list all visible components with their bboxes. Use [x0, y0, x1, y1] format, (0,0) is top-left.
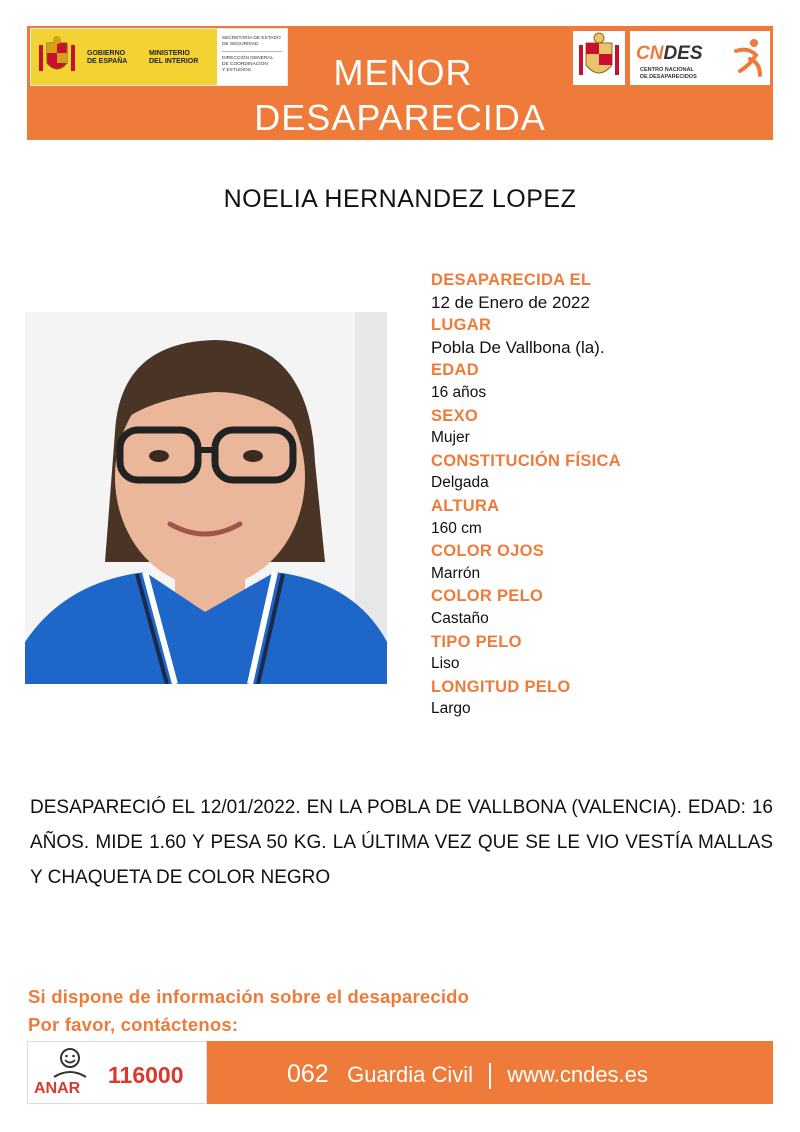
- ministry-text-2: DEL INTERIOR: [149, 58, 199, 65]
- detail-value-age: 16 años: [431, 383, 487, 401]
- cndes-logo-name: [636, 43, 703, 65]
- detail-label-eye-color: COLOR OJOS: [431, 542, 545, 561]
- detail-value-hair-type: Liso: [431, 655, 460, 673]
- detail-label-height: ALTURA: [431, 496, 500, 515]
- dir-text-2: DE COORDINACIÓN: [222, 62, 268, 67]
- detail-value-hair-color: Castaño: [431, 609, 489, 627]
- detail-label-hair-type: TIPO PELO: [431, 632, 522, 651]
- anar-name: ANAR: [34, 1080, 81, 1097]
- website-link[interactable]: www.cndes.es: [507, 1062, 648, 1087]
- detail-value-height: 160 cm: [431, 519, 482, 537]
- poster-title-line1: MENOR: [333, 52, 473, 93]
- coat-of-arms-icon: [573, 31, 625, 85]
- detail-label-missing-date: DESAPARECIDA EL: [431, 271, 592, 289]
- detail-label-sex: SEXO: [431, 406, 479, 425]
- sec-text-2: DE SEGURIDAD: [222, 42, 259, 47]
- ministry-crest-logo: [573, 31, 625, 85]
- contact-line-2: Por favor, contáctenos:: [28, 1014, 239, 1035]
- dir-text-1: DIRECCIÓN GENERAL: [222, 56, 274, 61]
- running-figure-icon: [730, 37, 766, 79]
- gov-text-2: DE ESPAÑA: [87, 58, 128, 65]
- gov-text-1: GOBIERNO: [87, 50, 126, 57]
- agency-name: Guardia Civil: [347, 1062, 474, 1087]
- cndes-prefix: CN: [636, 43, 664, 64]
- contact-line-1: Si dispone de información sobre el desaparecido: [28, 986, 470, 1007]
- detail-value-sex: Mujer: [431, 429, 470, 447]
- government-logo-yellow-panel: [31, 29, 217, 85]
- ministry-text-1: MINISTERIO: [149, 50, 190, 57]
- gov-divider: [222, 51, 282, 52]
- anar-phone: 116000: [108, 1062, 184, 1088]
- detail-value-place: Pobla De Vallbona (la).: [431, 337, 605, 357]
- smiley-face-icon: [50, 1047, 90, 1083]
- footer-contact: [287, 1060, 648, 1089]
- sec-text-1: SECRETARÍA DE ESTADO: [222, 36, 281, 41]
- anar-logo: [27, 1041, 207, 1104]
- dir-text-3: Y ESTUDIOS: [222, 68, 251, 73]
- cndes-suffix: DES: [663, 43, 703, 64]
- poster-title-line2: DESAPARECIDA: [254, 97, 546, 138]
- details-panel: [431, 269, 761, 721]
- detail-value-eye-color: Marrón: [431, 564, 481, 582]
- cndes-sub-1: CENTRO NACIONAL: [640, 67, 694, 73]
- cndes-sub-2: DE DESAPARECIDOS: [640, 74, 697, 80]
- detail-label-place: LUGAR: [431, 316, 492, 335]
- detail-value-hair-length: Largo: [431, 700, 471, 718]
- detail-value-missing-date: 12 de Enero de 2022: [431, 292, 590, 312]
- emergency-phone[interactable]: 062: [287, 1060, 329, 1088]
- footer-gap: [335, 1062, 341, 1087]
- detail-label-age: EDAD: [431, 361, 479, 380]
- person-name: NOELIA HERNANDEZ LOPEZ: [223, 185, 577, 213]
- spain-crest-icon: [37, 35, 77, 79]
- cndes-logo: [630, 31, 770, 85]
- detail-value-build: Delgada: [431, 474, 489, 492]
- person-photo: [25, 312, 387, 684]
- case-description: DESAPARECIÓ EL 12/01/2022. EN LA POBLA DE VALLBONA (VALENCIA). EDAD: 16 AÑOS. MIDE 1.60 Y PESA 50 KG. LA ÚLTIMA VEZ QUE SE LE VIO VESTÍA MALLAS Y CHAQUETA DE COLOR NEGRO: [30, 797, 773, 888]
- detail-label-hair-color: COLOR PELO: [431, 587, 544, 606]
- detail-label-build: CONSTITUCIÓN FÍSICA: [431, 451, 621, 470]
- detail-label-hair-length: LONGITUD PELO: [431, 677, 571, 696]
- footer-separator: [489, 1063, 491, 1089]
